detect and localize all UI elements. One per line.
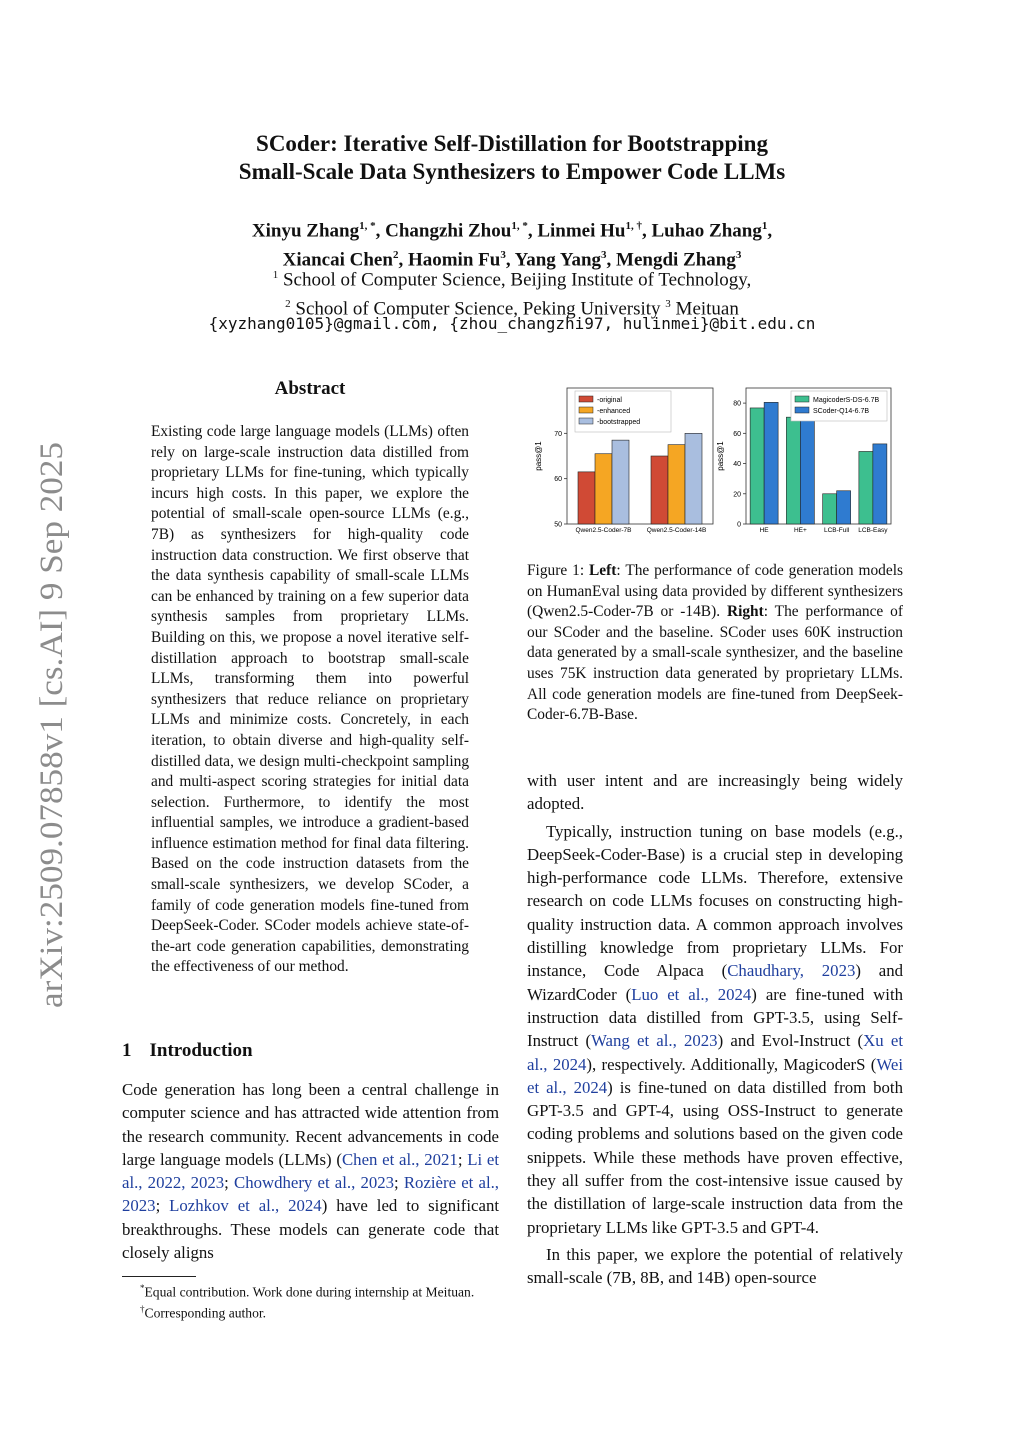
abstract-text: Existing code large language models (LLMs) often rely on large-scale instruction data distilled from proprietary LLMs for fine-tuning, which typically incurs high costs. In this paper, we explore the potential of small-scale open-source LLMs (e.g., 7B) as synthesizers for high-quality code instruction data construction. We first observe that the data synthesis capability of small-scale LLMs can be enhanced by training on a few superior data synthesis samples from proprietary LLMs. Building on this, we propose a novel iterative self-distillation approach to bootstrap small-scale LLMs, transforming them into powerful synthesizers that reduce reliance on proprietary LLMs and minimize costs. Concretely, in each iteration, to obtain diverse and high-quality self-distilled data, we design multi-checkpoint sampling and multi-aspect scoring strategies for initial data selection. Furthermore, to identify the most influential samples, we introduce a gradient-based influence estimation method for final data filtering. Based on the code instruction datasets from the small-scale synthesizers, we develop SCoder, a family of code generation models fine-tuned from DeepSeek-Coder. SCoder models achieve state-of-the-art code generation capabilities, demonstrating the effectiveness of our method. — [151, 423, 470, 976]
author-line-1: Xinyu Zhang$^{1, *}$, Changzhi Zhou$^{1, *}$, Linmei $Hu^{1, \dagger}$, Luhao Zhang$^1$, — [251, 220, 773, 242]
author-name: Haomin Fu — [407, 249, 501, 271]
body-text: ) and WizardCoder ( — [527, 961, 903, 1004]
bar — [668, 445, 685, 524]
bar — [823, 494, 837, 524]
author-name: Linmei Hu — [537, 220, 626, 242]
legend-swatch — [795, 396, 809, 402]
affiliation-sup: 1 — [272, 269, 279, 281]
y-tick-label: 0 — [737, 521, 741, 529]
citation-link[interactable]: Wang et al., 2023 — [591, 1031, 718, 1051]
bar — [859, 451, 873, 524]
citation-link[interactable]: Rozière et al., 2023 — [122, 1173, 499, 1216]
legend-swatch — [795, 407, 809, 413]
affiliation-line-1 — [120, 263, 904, 292]
legend-label: SCoder-Q14-6.7B — [813, 408, 870, 415]
y-axis-label: pass@1 — [716, 441, 725, 471]
citation-separator: ; — [457, 1149, 468, 1169]
abstract-heading: Abstract — [274, 378, 346, 399]
caption-text: : The performance of code generation models on HumanEval using data provided by different synthesizers (Qwen2.5-Coder-7B or -14B). — [527, 562, 903, 621]
y-tick-label: 50 — [554, 521, 562, 529]
x-tick-label: Qwen2.5-Coder-7B — [575, 527, 632, 534]
body-text: ) have led to significant breakthroughs. These models can generate code that closely aligns — [122, 1196, 499, 1263]
bar — [764, 402, 778, 524]
author-sup: 1, * — [511, 220, 528, 232]
paper-title — [120, 130, 904, 186]
body-text: ) are fine-tuned with instruction data distilled from GPT-3.5, using Self-Instruct ( — [527, 984, 903, 1051]
citation-separator: ; — [224, 1173, 235, 1193]
body-text: Code generation has long been a central challenge in computer science and has attracted wide attention from the research community. Recent advancements in code large language models (LLMs) ( — [122, 1080, 499, 1169]
intro-paragraph-1 — [122, 1078, 499, 1264]
legend-label: -original — [597, 397, 622, 404]
citation-separator: ; — [394, 1173, 404, 1193]
footnote-1 — [122, 1280, 499, 1301]
y-tick-label: 60 — [733, 430, 741, 438]
author-name: Mengdi Zhang — [616, 249, 736, 271]
citation-link[interactable]: Chowdhery et al., 2023 — [234, 1173, 395, 1193]
bar — [612, 440, 629, 524]
bar — [837, 491, 851, 524]
citation-link[interactable]: Li et al., 2022, 2023 — [122, 1149, 500, 1193]
figure-1 — [527, 380, 907, 540]
author-sup: 3 — [735, 249, 742, 262]
footnote-divider — [122, 1276, 196, 1277]
footnote-2 — [122, 1301, 499, 1322]
y-tick-label: 80 — [733, 400, 741, 408]
title-line-2: Small-Scale Data Synthesizers to Empower Code LLMs — [238, 159, 786, 184]
author-sup: 3 — [500, 249, 506, 262]
bar — [595, 454, 612, 524]
legend-swatch — [579, 418, 593, 424]
bar — [873, 444, 887, 524]
figure-1-charts — [527, 380, 907, 540]
affiliation-sup: 3 — [665, 298, 671, 311]
caption-label: Figure 1: — [527, 562, 585, 579]
legend-swatch — [579, 396, 593, 402]
arxiv-stamp — [4, 440, 90, 1010]
citation-link[interactable]: Chen et al., 2021 — [341, 1149, 458, 1169]
x-tick-label: HE — [759, 527, 769, 534]
citation-link[interactable]: Wei et al., 2024 — [527, 1054, 903, 1097]
section-number: 1 — [122, 1040, 132, 1061]
author-name: Luhao Zhang — [651, 220, 762, 242]
footnote-text: Corresponding author. — [144, 1305, 267, 1321]
y-axis-label: pass@1 — [534, 441, 543, 471]
bar — [651, 456, 668, 524]
affiliation-1: School of Computer Science, Beijing Institute of Technology, — [282, 269, 752, 291]
legend-swatch — [579, 407, 593, 413]
affiliation-sup: 2 — [285, 298, 291, 311]
arxiv-identifier: arXiv:2509.07858v1 [cs.AI] 9 Sep 2025 — [34, 476, 70, 1008]
body-text: ), respectively. Additionally, MagicoderS ( — [586, 1054, 877, 1074]
footnotes — [122, 1280, 499, 1322]
author-sup: 2 — [392, 249, 399, 262]
author-name: Changzhi Zhou — [385, 220, 512, 242]
y-tick-label: 60 — [554, 476, 562, 484]
author-emails: {xyzhang0105}@gmail.com, {zhou_changzhi97, hulinmei}@bit.edu.cn — [208, 314, 816, 333]
citation-link[interactable]: Luo et al., 2024 — [631, 984, 752, 1004]
legend-label: MagicoderS-DS-6.7B — [813, 397, 880, 404]
citation-link[interactable]: Xu et al., 2024 — [527, 1031, 903, 1074]
intro-paragraph-1-cont: with user intent and are increasingly being widely adopted. — [527, 771, 903, 814]
y-tick-label: 70 — [554, 430, 562, 438]
section-heading — [122, 1040, 253, 1062]
citation-link[interactable]: Lozhkov et al., 2024 — [169, 1196, 322, 1216]
footnote-text: Equal contribution. Work done during internship at Meituan. — [144, 1284, 475, 1300]
intro-paragraph-2 — [527, 820, 903, 1239]
caption-left-label: Left — [589, 562, 617, 579]
body-text: Typically, instruction tuning on base models (e.g., DeepSeek-Coder-Base) is a crucial step in developing high-performance code LLMs. Therefore, extensive research on code LLMs focuses on constructing high-quality instruction data. A common approach involves distilling knowledge from proprietary LLMs. For instance, Code Alpaca ( — [527, 821, 903, 981]
author-name: Xiancai Chen — [282, 249, 393, 271]
intro-paragraph-3: In this paper, we explore the potential of relatively small-scale (7B, 8B, and 14B) open-source — [527, 1244, 903, 1288]
citation-separator: ; — [155, 1196, 170, 1216]
body-text: ) and Evol-Instruct ( — [717, 1031, 864, 1051]
author-name: Yang Yang — [514, 249, 602, 271]
legend-box — [791, 391, 887, 421]
x-tick-label: HE+ — [793, 527, 807, 534]
bar — [750, 408, 764, 524]
x-tick-label: LCB-Full — [823, 527, 850, 534]
author-name: Xinyu Zhang — [251, 220, 360, 242]
y-tick-label: 40 — [733, 461, 741, 469]
bar — [786, 417, 800, 524]
body-text: ) is fine-tuned on data distilled from both GPT-3.5 and GPT-4, using OSS-Instruct to generate coding problems and solutions based on the given code snippets. While these methods have proven effective, they all suffer from the cost-intensive issue caused by the distillation of large-scale instruction data from the proprietary LLMs like GPT-3.5 and GPT-4. — [527, 1077, 903, 1237]
affiliation-3: Meituan — [675, 298, 739, 320]
footnote-mark: † — [140, 1304, 145, 1315]
caption-right-label: Right — [726, 603, 764, 621]
affiliation-2: School of Computer Science, Peking University — [295, 298, 661, 320]
author-line-2: Xiancai Chen$^2$, Haomin Fu$^3$, Yang Yang$^3$, Mengdi Zhang$^3$ — [282, 249, 742, 271]
author-sup: 3 — [601, 249, 607, 262]
section-title: Introduction — [149, 1040, 253, 1061]
bar — [800, 411, 814, 524]
right-column — [527, 769, 903, 1294]
legend-label: -enhanced — [597, 408, 631, 415]
title-line-1: SCoder: Iterative Self-Distillation for Bootstrapping — [256, 131, 768, 156]
author-sup: 1, † — [625, 220, 642, 232]
bar — [685, 433, 702, 524]
legend-label: -bootstrapped — [597, 419, 641, 426]
bar — [578, 472, 595, 524]
figure-caption — [527, 561, 903, 726]
x-tick-label: Qwen2.5-Coder-14B — [646, 527, 707, 534]
footnote-mark: * — [140, 1283, 145, 1293]
y-tick-label: 20 — [733, 491, 741, 499]
citation-link[interactable]: Chaudhary, 2023 — [727, 961, 856, 981]
caption-text: : The performance of our SCoder and the baseline. SCoder uses 60K instruction data generated by a small-scale synthesizer, and the baseline uses 75K instruction data generated by proprietary LLMs. All code generation models are fine-tuned from DeepSeek-Coder-6.7B-Base. — [527, 603, 903, 724]
author-sup: 1 — [761, 220, 768, 232]
x-tick-label: LCB-Easy — [858, 527, 888, 534]
author-sup: 1, * — [359, 220, 376, 232]
